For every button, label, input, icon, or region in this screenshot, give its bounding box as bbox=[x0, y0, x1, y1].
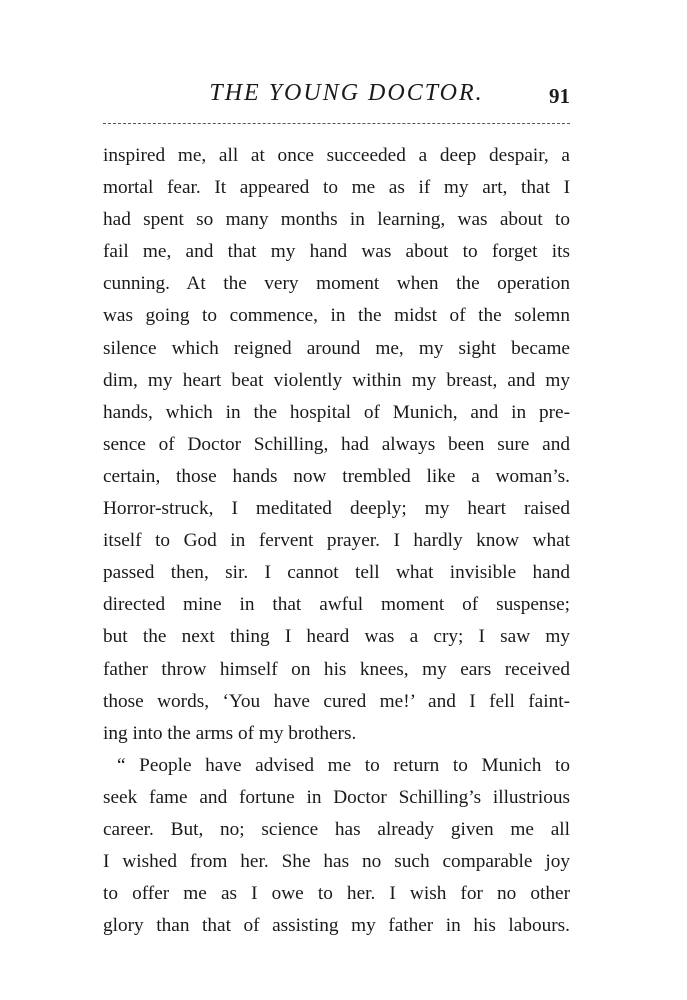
running-head bbox=[103, 80, 570, 114]
text-line: mortal fear. It appeared to me as if my art, that I bbox=[103, 177, 570, 199]
text-line: those words, ‘You have cured me!’ and I fell faint- bbox=[103, 690, 570, 712]
text-line: had spent so many months in learning, was about to bbox=[103, 209, 570, 231]
text-line: inspired me, all at once succeeded a deep despair, a bbox=[103, 145, 570, 166]
text-line: to offer me as I owe to her. I wish for no other bbox=[103, 883, 570, 905]
header-rule bbox=[103, 123, 570, 124]
text-line: “ People have advised me to return to Munich to bbox=[117, 754, 570, 776]
text-line: ing into the arms of my brothers. bbox=[103, 722, 357, 744]
running-title: THE YOUNG DOCTOR. bbox=[209, 80, 484, 106]
text-line: passed then, sir. I cannot tell what invisible hand bbox=[103, 562, 570, 584]
text-line: was going to commence, in the midst of the solemn bbox=[103, 305, 570, 327]
text-line: dim, my heart beat violently within my breast, and my bbox=[103, 369, 570, 391]
text-line: certain, those hands now trembled like a woman’s. bbox=[103, 465, 570, 487]
text-line: career. But, no; science has already given me all bbox=[103, 818, 570, 840]
text-line: cunning. At the very moment when the operation bbox=[103, 273, 570, 295]
text-line: seek fame and fortune in Doctor Schilling’s illustrious bbox=[103, 786, 570, 808]
page-number: 91 bbox=[549, 84, 570, 108]
text-line: Horror-struck, I meditated deeply; my heart raised bbox=[103, 498, 570, 520]
text-line: glory than that of assisting my father in his labours. bbox=[103, 915, 570, 937]
body-text bbox=[103, 140, 570, 942]
text-line: fail me, and that my hand was about to forget its bbox=[103, 241, 570, 263]
text-line: father throw himself on his knees, my ears received bbox=[103, 658, 570, 680]
text-line: hands, which in the hospital of Munich, and in pre- bbox=[103, 401, 570, 423]
text-line: but the next thing I heard was a cry; I saw my bbox=[103, 626, 570, 648]
text-line: silence which reigned around me, my sight became bbox=[103, 337, 570, 359]
text-line: directed mine in that awful moment of suspense; bbox=[103, 594, 570, 616]
text-line: sence of Doctor Schilling, had always been sure and bbox=[103, 433, 570, 455]
text-line: itself to God in fervent prayer. I hardly know what bbox=[103, 530, 570, 552]
text-line: I wished from her. She has no such comparable joy bbox=[103, 851, 570, 873]
